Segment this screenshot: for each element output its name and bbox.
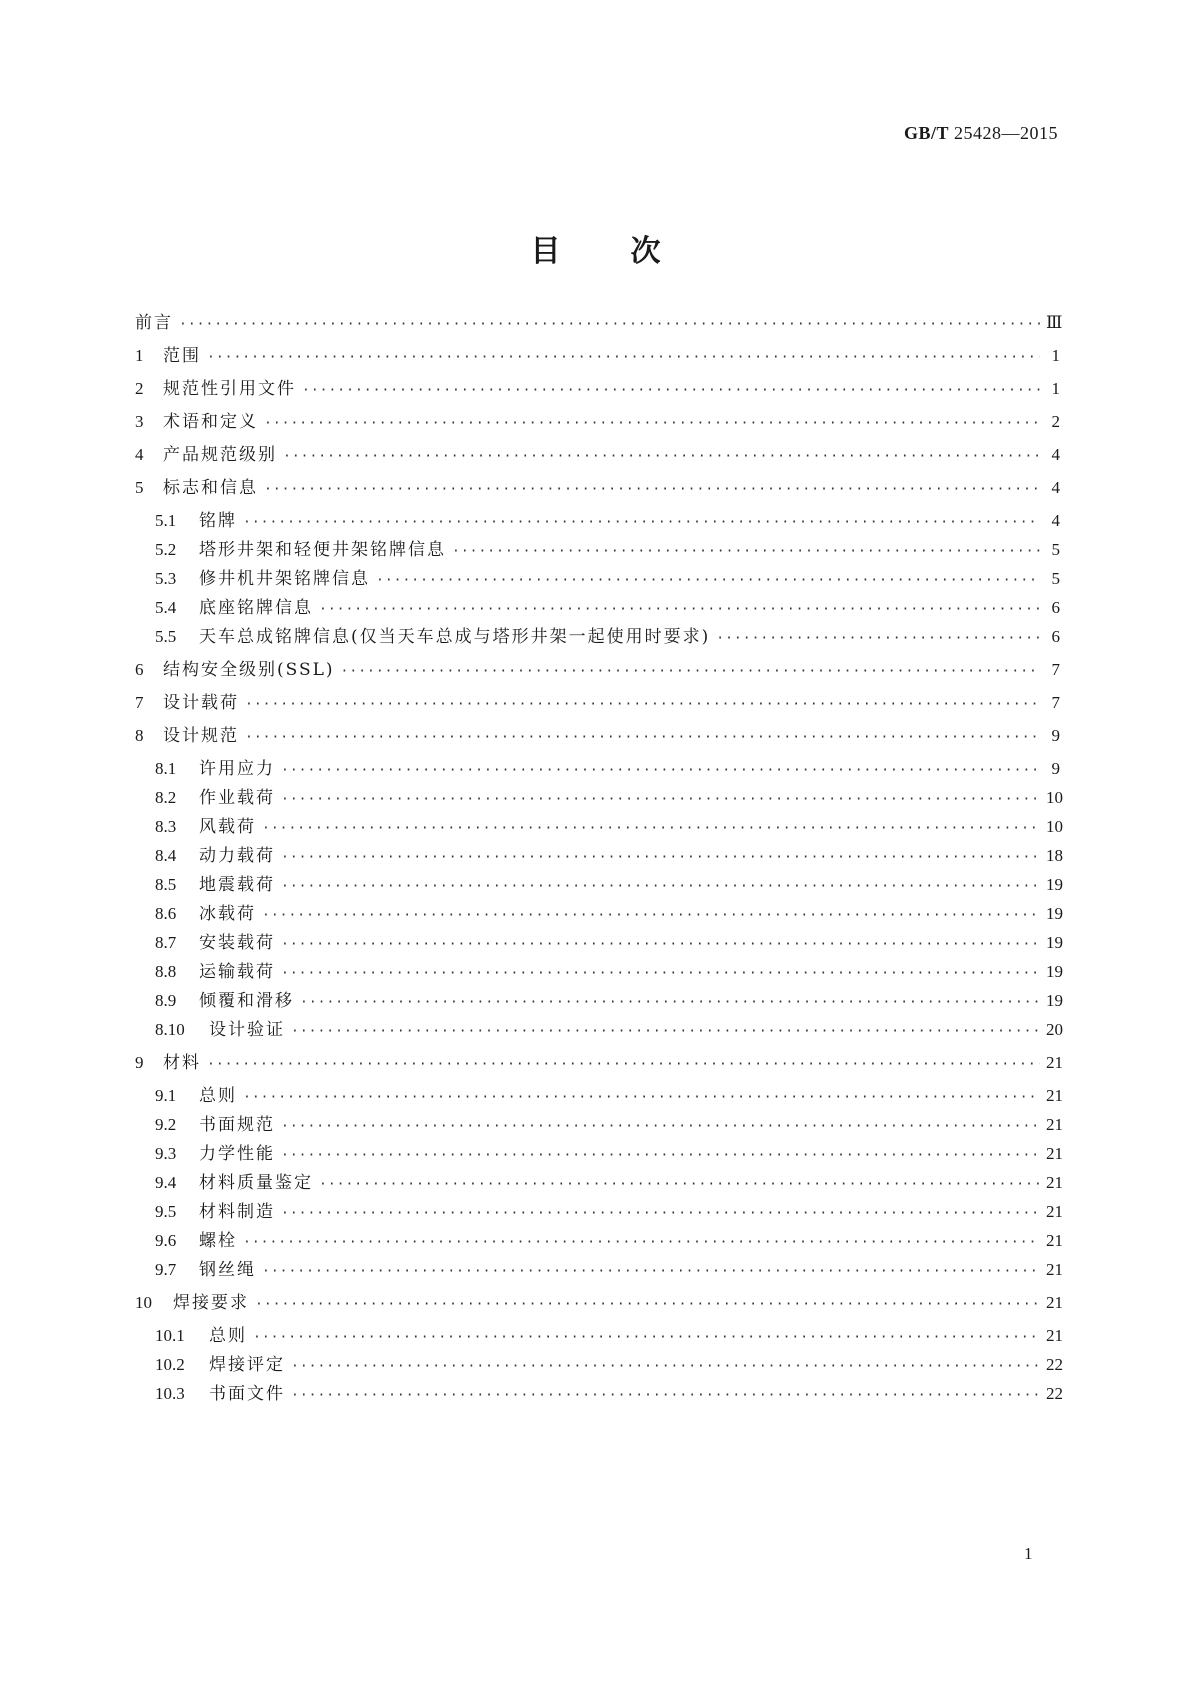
toc-entry-label: 范围 bbox=[163, 346, 201, 366]
toc-entry-page: 4 bbox=[1051, 478, 1060, 497]
toc-entry-page: 22 bbox=[1046, 1384, 1063, 1403]
toc-entry-label: 螺栓 bbox=[199, 1231, 237, 1251]
toc-leader-dots bbox=[281, 932, 1040, 958]
toc-entry[interactable] bbox=[155, 1257, 1063, 1283]
toc-entry-page: 22 bbox=[1046, 1355, 1063, 1374]
toc-entry-page: 21 bbox=[1046, 1144, 1063, 1163]
toc-leader-dots bbox=[281, 961, 1040, 987]
toc-leader-dots bbox=[207, 345, 1040, 371]
toc-entry-number: 10.2 bbox=[155, 1355, 185, 1374]
toc-entry[interactable] bbox=[135, 409, 1060, 435]
toc-entry[interactable] bbox=[155, 1381, 1063, 1407]
toc-entry[interactable] bbox=[155, 988, 1063, 1014]
toc-entry-number: 8.10 bbox=[155, 1020, 185, 1039]
toc-entry-number: 9.3 bbox=[155, 1144, 177, 1163]
toc-entry[interactable] bbox=[155, 1352, 1063, 1378]
toc-entry[interactable] bbox=[135, 376, 1060, 402]
toc-leader-dots bbox=[281, 874, 1040, 900]
toc-entry[interactable] bbox=[155, 843, 1063, 869]
toc-entry[interactable] bbox=[155, 756, 1060, 782]
toc-entry-page: 7 bbox=[1051, 693, 1060, 712]
toc-leader-dots bbox=[281, 1114, 1040, 1140]
toc-entry-label: 作业载荷 bbox=[199, 788, 275, 808]
toc-entry-label: 总则 bbox=[199, 1086, 237, 1106]
toc-leader-dots bbox=[319, 597, 1040, 623]
page-title bbox=[0, 226, 1191, 270]
toc-entry[interactable] bbox=[155, 1112, 1063, 1138]
toc-entry[interactable] bbox=[155, 566, 1060, 592]
toc-entry[interactable] bbox=[155, 537, 1060, 563]
toc-leader-dots bbox=[291, 1383, 1040, 1409]
toc-entry-page: 10 bbox=[1046, 817, 1063, 836]
toc-entry[interactable] bbox=[135, 690, 1060, 716]
toc-entry-label: 前言 bbox=[135, 313, 173, 333]
toc-entry-label: 焊接评定 bbox=[209, 1355, 285, 1375]
toc-entry[interactable] bbox=[155, 1141, 1063, 1167]
toc-entry-number: 2 bbox=[135, 379, 144, 398]
toc-entry-label: 安装载荷 bbox=[199, 933, 275, 953]
toc-entry-page: 5 bbox=[1051, 569, 1060, 588]
toc-entry[interactable] bbox=[135, 442, 1060, 468]
toc-entry-label: 运输载荷 bbox=[199, 962, 275, 982]
toc-entry-label: 风载荷 bbox=[199, 817, 256, 837]
toc-entry[interactable] bbox=[135, 475, 1060, 501]
toc-entry-number: 8.2 bbox=[155, 788, 177, 807]
toc-leader-dots bbox=[716, 626, 1040, 652]
toc-leader-dots bbox=[281, 1201, 1040, 1227]
toc-leader-dots bbox=[281, 845, 1040, 871]
standard-number: 25428—2015 bbox=[954, 123, 1058, 143]
toc-entry[interactable] bbox=[135, 310, 1063, 336]
toc-entry-page: 21 bbox=[1046, 1326, 1063, 1345]
toc-entry-page: 2 bbox=[1051, 412, 1060, 431]
toc-entry-page: 7 bbox=[1051, 660, 1060, 679]
toc-entry[interactable] bbox=[155, 930, 1063, 956]
standard-prefix: GB/T bbox=[903, 123, 949, 143]
toc-leader-dots bbox=[302, 378, 1040, 404]
toc-entry-label: 地震载荷 bbox=[199, 875, 275, 895]
toc-entry[interactable] bbox=[155, 1083, 1063, 1109]
toc-entry-label: 倾覆和滑移 bbox=[199, 991, 294, 1011]
toc-entry-page: 21 bbox=[1046, 1231, 1063, 1250]
toc-entry-number: 9.5 bbox=[155, 1202, 177, 1221]
toc-entry-label: 塔形井架和轻便井架铭牌信息 bbox=[199, 540, 446, 560]
toc-entry-number: 8.1 bbox=[155, 759, 177, 778]
toc-entry-label: 材料制造 bbox=[199, 1202, 275, 1222]
toc-entry-page: 5 bbox=[1051, 540, 1060, 559]
toc-entry-label: 天车总成铭牌信息(仅当天车总成与塔形井架一起使用时要求) bbox=[199, 627, 711, 647]
toc-entry[interactable] bbox=[155, 959, 1063, 985]
toc-entry-label: 力学性能 bbox=[199, 1144, 275, 1164]
toc-entry[interactable] bbox=[135, 343, 1060, 369]
toc-leader-dots bbox=[262, 1259, 1040, 1285]
toc-entry[interactable] bbox=[135, 1290, 1063, 1316]
toc-entry-page: 21 bbox=[1046, 1053, 1063, 1072]
toc-entry-page: 6 bbox=[1051, 598, 1060, 617]
standard-code bbox=[904, 123, 1058, 144]
toc-entry-label: 规范性引用文件 bbox=[163, 379, 296, 399]
toc-entry-page: 21 bbox=[1046, 1173, 1063, 1192]
toc-entry[interactable] bbox=[155, 1017, 1063, 1043]
toc-entry[interactable] bbox=[155, 785, 1063, 811]
toc-entry-page: 19 bbox=[1046, 962, 1063, 981]
toc-entry-label: 底座铭牌信息 bbox=[199, 598, 313, 618]
toc-entry-number: 9.7 bbox=[155, 1260, 177, 1279]
toc-leader-dots bbox=[281, 787, 1040, 813]
toc-entry-number: 8.3 bbox=[155, 817, 177, 836]
toc-entry-page: 18 bbox=[1046, 846, 1063, 865]
toc-entry-page: Ⅲ bbox=[1046, 313, 1063, 332]
toc-leader-dots bbox=[255, 1292, 1040, 1318]
toc-leader-dots bbox=[283, 444, 1040, 470]
title-char-2: 次 bbox=[630, 234, 661, 269]
toc-entry-page: 19 bbox=[1046, 875, 1063, 894]
toc-entry-label: 许用应力 bbox=[199, 759, 275, 779]
toc-entry-page: 21 bbox=[1046, 1202, 1063, 1221]
toc-leader-dots bbox=[262, 816, 1040, 842]
toc-entry-label: 书面文件 bbox=[209, 1384, 285, 1404]
toc-entry-number: 8.6 bbox=[155, 904, 177, 923]
toc-entry[interactable] bbox=[155, 508, 1060, 534]
toc-entry-label: 标志和信息 bbox=[163, 478, 258, 498]
toc-entry-number: 8.5 bbox=[155, 875, 177, 894]
footer-page-number: 1 bbox=[1024, 1544, 1033, 1563]
toc-entry-label: 铭牌 bbox=[199, 511, 237, 531]
toc-entry-page: 1 bbox=[1051, 346, 1060, 365]
toc-leader-dots bbox=[300, 990, 1040, 1016]
toc-leader-dots bbox=[291, 1354, 1040, 1380]
toc-entry-page: 4 bbox=[1051, 445, 1060, 464]
toc-entry-number: 5.3 bbox=[155, 569, 177, 588]
toc-entry-label: 钢丝绳 bbox=[199, 1260, 256, 1280]
toc-entry-number: 8.7 bbox=[155, 933, 177, 952]
toc-entry-page: 19 bbox=[1046, 991, 1063, 1010]
toc-entry[interactable] bbox=[155, 901, 1063, 927]
toc-entry-number: 5.4 bbox=[155, 598, 177, 617]
toc-leader-dots bbox=[179, 312, 1040, 338]
toc-entry-label: 总则 bbox=[209, 1326, 247, 1346]
toc-entry[interactable] bbox=[135, 723, 1060, 749]
toc-entry[interactable] bbox=[155, 872, 1063, 898]
toc-leader-dots bbox=[341, 659, 1040, 685]
toc-leader-dots bbox=[262, 903, 1040, 929]
toc-entry[interactable] bbox=[155, 1170, 1063, 1196]
toc-entry-label: 设计载荷 bbox=[163, 693, 239, 713]
toc-entry-number: 8.4 bbox=[155, 846, 177, 865]
toc-entry-label: 材料 bbox=[163, 1053, 201, 1073]
toc-entry-number: 9.4 bbox=[155, 1173, 177, 1192]
toc-entry[interactable] bbox=[155, 1228, 1063, 1254]
toc-leader-dots bbox=[291, 1019, 1040, 1045]
toc-entry-number: 3 bbox=[135, 412, 144, 431]
toc-entry-label: 修井机井架铭牌信息 bbox=[199, 569, 370, 589]
toc-entry-label: 产品规范级别 bbox=[163, 445, 277, 465]
toc-entry-number: 1 bbox=[135, 346, 144, 365]
toc-leader-dots bbox=[264, 477, 1040, 503]
toc-entry-number: 5.2 bbox=[155, 540, 177, 559]
toc-entry-label: 焊接要求 bbox=[173, 1293, 249, 1313]
toc-leader-dots bbox=[376, 568, 1040, 594]
toc-leader-dots bbox=[243, 1230, 1040, 1256]
toc-entry-number: 9.1 bbox=[155, 1086, 177, 1105]
toc-entry-page: 10 bbox=[1046, 788, 1063, 807]
toc-leader-dots bbox=[281, 758, 1040, 784]
toc-entry-number: 5.1 bbox=[155, 511, 177, 530]
toc-entry-page: 21 bbox=[1046, 1086, 1063, 1105]
toc-entry-number: 10 bbox=[135, 1293, 152, 1312]
toc-leader-dots bbox=[243, 1085, 1040, 1111]
toc-entry-label: 设计验证 bbox=[209, 1020, 285, 1040]
toc-entry-number: 9 bbox=[135, 1053, 144, 1072]
toc-entry-page: 9 bbox=[1051, 759, 1060, 778]
toc-entry-number: 9.6 bbox=[155, 1231, 177, 1250]
toc-entry-page: 21 bbox=[1046, 1115, 1063, 1134]
toc-entry-number: 5 bbox=[135, 478, 144, 497]
toc-entry[interactable] bbox=[155, 814, 1063, 840]
toc-entry-label: 设计规范 bbox=[163, 726, 239, 746]
title-char-1: 目 bbox=[530, 234, 561, 269]
toc-entry-page: 20 bbox=[1046, 1020, 1063, 1039]
toc-entry[interactable] bbox=[155, 624, 1060, 650]
toc-entry-page: 1 bbox=[1051, 379, 1060, 398]
toc-entry-page: 6 bbox=[1051, 627, 1060, 646]
toc-entry-number: 8.9 bbox=[155, 991, 177, 1010]
toc-entry-page: 19 bbox=[1046, 933, 1063, 952]
toc-leader-dots bbox=[245, 725, 1040, 751]
toc-entry-number: 6 bbox=[135, 660, 144, 679]
toc-entry-page: 21 bbox=[1046, 1293, 1063, 1312]
toc-entry[interactable] bbox=[155, 595, 1060, 621]
toc-entry-number: 8 bbox=[135, 726, 144, 745]
toc-entry-number: 10.1 bbox=[155, 1326, 185, 1345]
toc-entry-label: 结构安全级别(SSL) bbox=[163, 660, 335, 680]
toc-leader-dots bbox=[264, 411, 1040, 437]
toc-entry[interactable] bbox=[155, 1199, 1063, 1225]
toc-entry-number: 5.5 bbox=[155, 627, 177, 646]
toc-leader-dots bbox=[243, 510, 1040, 536]
toc-entry[interactable] bbox=[155, 1323, 1063, 1349]
toc-leader-dots bbox=[281, 1143, 1040, 1169]
toc-entry-label: 动力载荷 bbox=[199, 846, 275, 866]
toc-entry-number: 9.2 bbox=[155, 1115, 177, 1134]
toc-entry-number: 7 bbox=[135, 693, 144, 712]
toc-entry-number: 4 bbox=[135, 445, 144, 464]
toc-entry-number: 8.8 bbox=[155, 962, 177, 981]
toc-leader-dots bbox=[452, 539, 1040, 565]
toc-leader-dots bbox=[319, 1172, 1040, 1198]
toc-entry-label: 术语和定义 bbox=[163, 412, 258, 432]
toc-entry-page: 21 bbox=[1046, 1260, 1063, 1279]
toc-entry-page: 4 bbox=[1051, 511, 1060, 530]
toc-entry-label: 书面规范 bbox=[199, 1115, 275, 1135]
toc-entry[interactable] bbox=[135, 1050, 1063, 1076]
toc-entry-page: 19 bbox=[1046, 904, 1063, 923]
toc-leader-dots bbox=[253, 1325, 1040, 1351]
toc-entry[interactable] bbox=[135, 657, 1060, 683]
toc-leader-dots bbox=[245, 692, 1040, 718]
toc-leader-dots bbox=[207, 1052, 1040, 1078]
toc-entry-label: 材料质量鉴定 bbox=[199, 1173, 313, 1193]
toc-entry-page: 9 bbox=[1051, 726, 1060, 745]
toc-entry-label: 冰载荷 bbox=[199, 904, 256, 924]
toc-entry-number: 10.3 bbox=[155, 1384, 185, 1403]
